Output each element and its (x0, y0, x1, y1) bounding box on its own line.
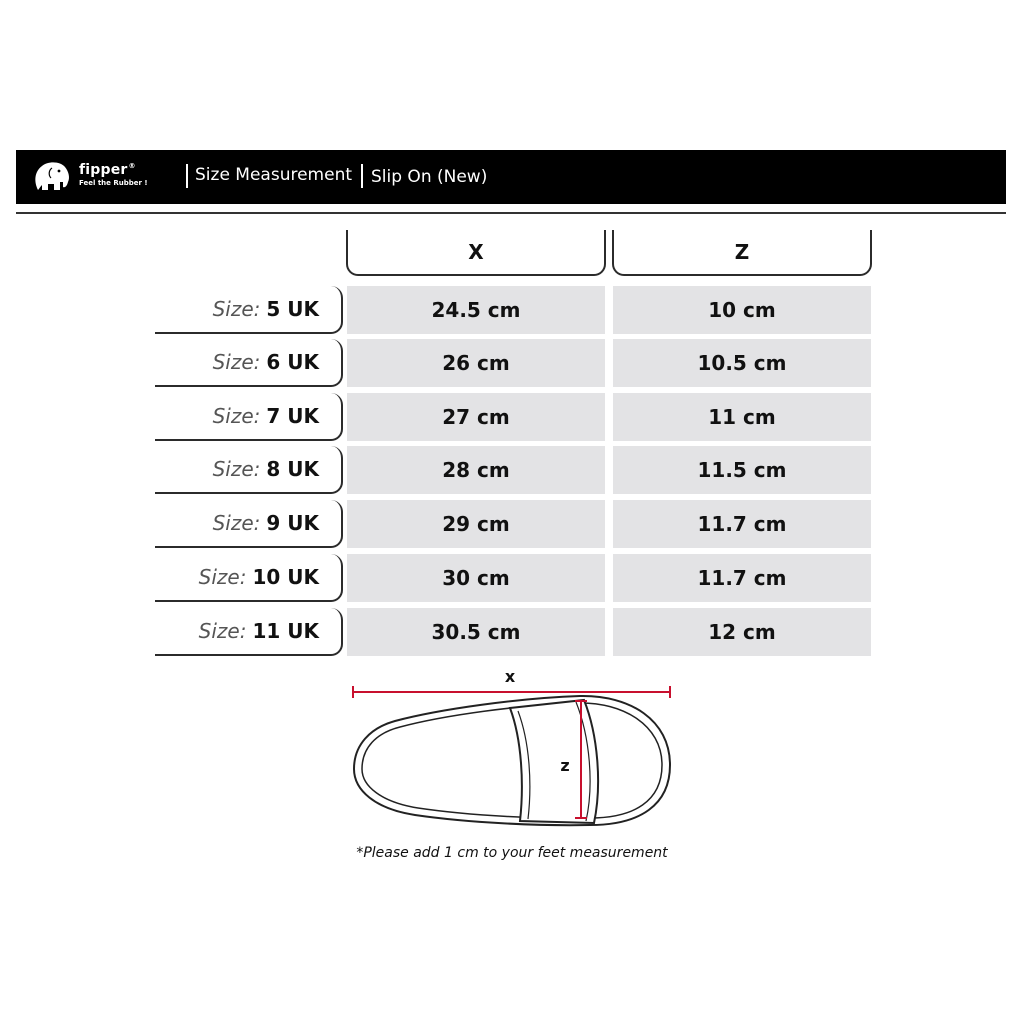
size-label: Size: 11 UK (155, 608, 343, 656)
slipper-sole-inner (362, 703, 662, 818)
table-cell-z: 12 cm (613, 608, 871, 656)
header-bar (16, 150, 1006, 204)
size-label: Size: 5 UK (155, 286, 343, 334)
size-label: Size: 9 UK (155, 500, 343, 548)
table-cell-z: 11 cm (613, 393, 871, 441)
table-cell-x: 28 cm (347, 446, 605, 494)
header-separator (186, 164, 188, 188)
footnote: *Please add 1 cm to your feet measurement (356, 845, 668, 861)
size-label: Size: 8 UK (155, 446, 343, 494)
z-label: z (560, 756, 570, 775)
brand-tagline: Feel the Rubber ! (79, 179, 148, 187)
x-measure-line (353, 686, 670, 698)
table-cell-z: 10.5 cm (613, 339, 871, 387)
section-title: Size Measurement (195, 165, 353, 185)
x-label: x (504, 667, 516, 686)
table-cell-x: 29 cm (347, 500, 605, 548)
size-label: Size: 6 UK (155, 339, 343, 387)
elephant-logo-icon (32, 160, 72, 192)
table-cell-z: 11.5 cm (613, 446, 871, 494)
table-cell-x: 30 cm (347, 554, 605, 602)
column-header-x: X (346, 230, 606, 276)
header-separator (361, 164, 363, 188)
table-cell-z: 11.7 cm (613, 500, 871, 548)
product-name: Slip On (New) (371, 167, 488, 187)
table-cell-z: 11.7 cm (613, 554, 871, 602)
brand-name: fipper® (79, 162, 136, 178)
table-cell-z: 10 cm (613, 286, 871, 334)
table-cell-x: 27 cm (347, 393, 605, 441)
table-cell-x: 24.5 cm (347, 286, 605, 334)
slipper-strap (510, 700, 598, 823)
table-cell-x: 26 cm (347, 339, 605, 387)
header-rule (16, 212, 1006, 214)
slipper-measurement-diagram (340, 665, 690, 840)
size-label: Size: 10 UK (155, 554, 343, 602)
column-header-z: Z (612, 230, 872, 276)
size-label: Size: 7 UK (155, 393, 343, 441)
table-cell-x: 30.5 cm (347, 608, 605, 656)
